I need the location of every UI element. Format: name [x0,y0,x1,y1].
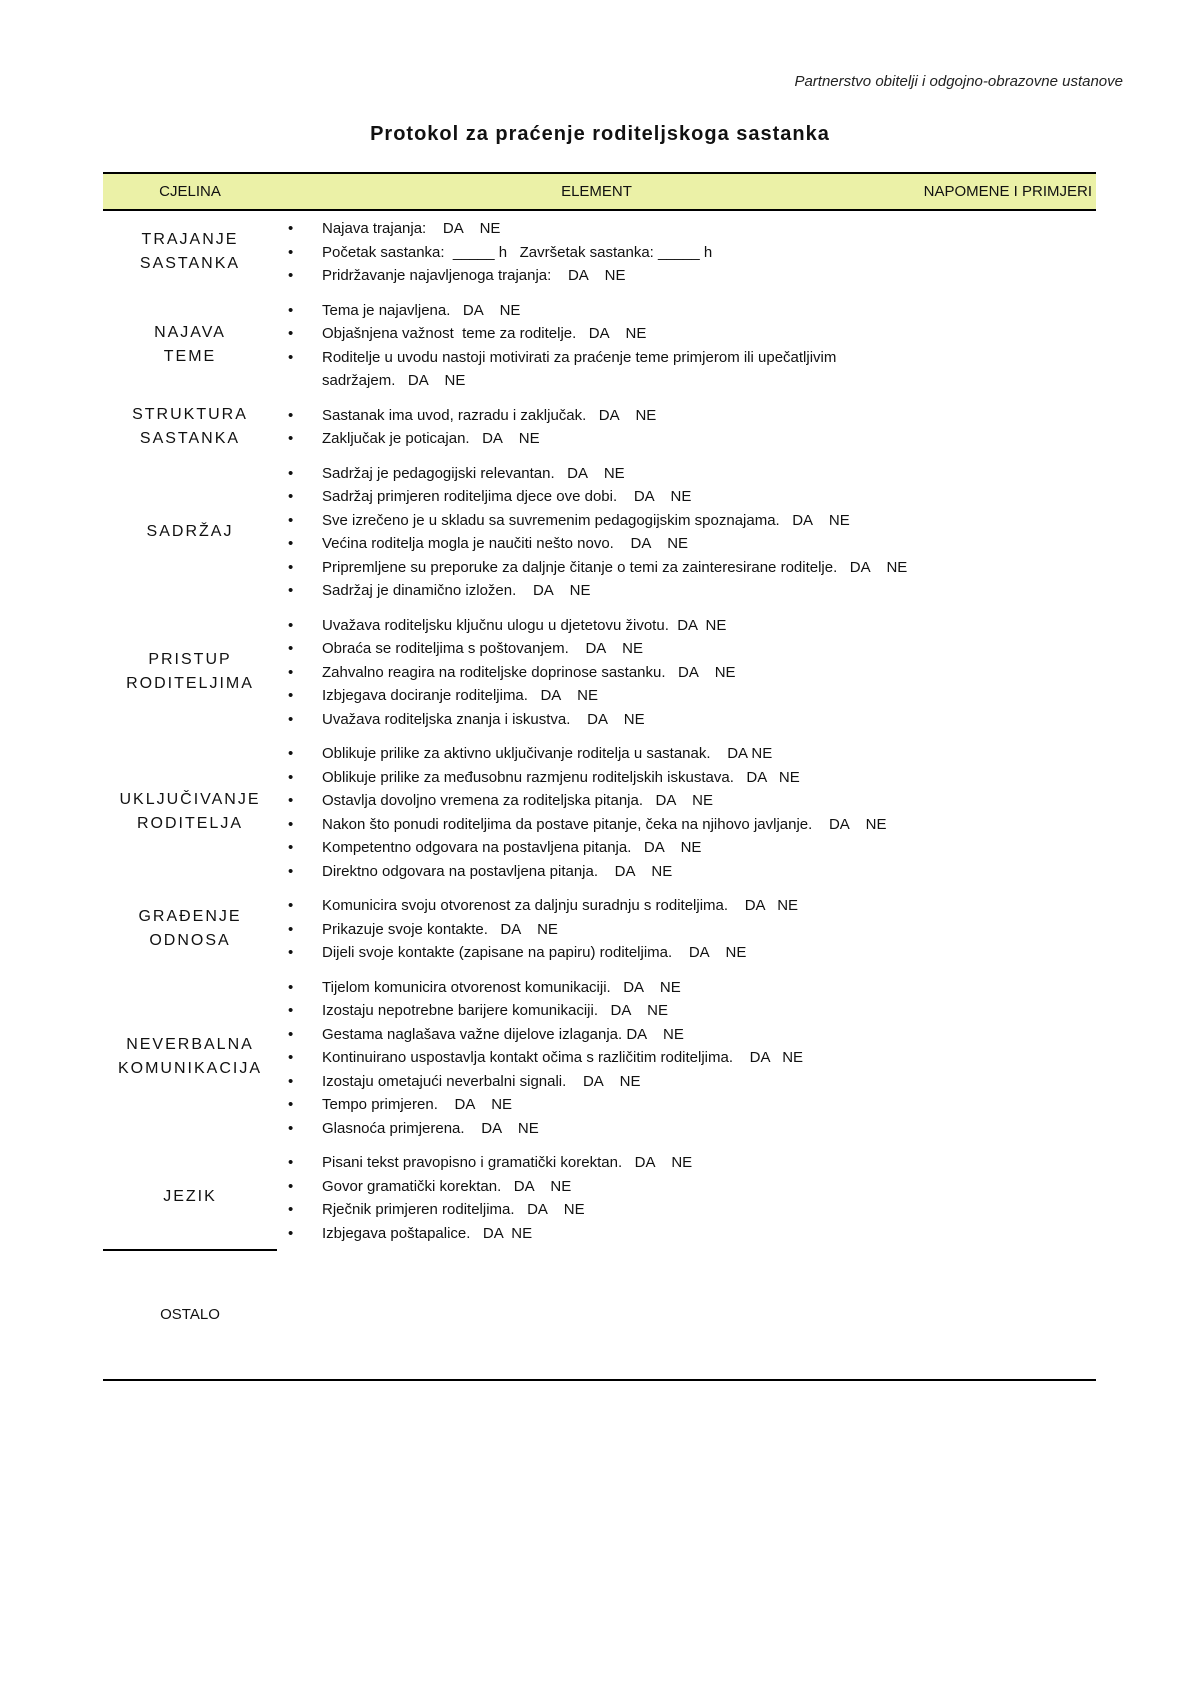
list-item: • Izostaju ometajući neverbalni signali. DA NE [322,1070,916,1094]
element-list [277,299,916,393]
section-name [103,888,277,970]
list-item: • Sastanak ima uvod, razradu i zaključak. DA NE [322,404,916,428]
list-item: • Izostaju nepotrebne barijere komunikaciji. DA NE [322,999,916,1023]
section-elements [277,293,916,398]
section-name [103,736,277,888]
list-item: • Tempo primjeren. DA NE [322,1093,916,1117]
section-elements [277,456,916,608]
notes-cell [916,736,1096,888]
protocol-table [103,172,1096,1381]
element-list [277,404,916,451]
list-item: • Nakon što ponudi roditeljima da postave pitanje, čeka na njihovo javljanje. DA NE [322,813,916,837]
element-list [277,462,916,603]
section-elements [277,970,916,1146]
section-name [103,456,277,608]
notes-cell [916,1145,1096,1250]
notes-cell [916,970,1096,1146]
section-name-ostalo: OSTALO [103,1250,277,1380]
table-row [103,608,1096,737]
table-row [103,736,1096,888]
list-item: • Rječnik primjeren roditeljima. DA NE [322,1198,916,1222]
section-elements [277,1145,916,1250]
section-name-line: TRAJANJE [141,230,239,248]
section-elements [277,736,916,888]
section-name-line: TEME [163,348,217,365]
section-name [103,608,277,737]
section-name [103,970,277,1146]
column-header-cjelina: CJELINA [103,173,277,210]
table-row [103,293,1096,398]
ostalo-elements-cell [277,1250,916,1380]
list-item: • Pripremljene su preporuke za daljnje čitanje o temi za zainteresirane roditelje. DA NE [322,556,916,580]
section-elements [277,210,916,293]
list-item: • Prikazuje svoje kontakte. DA NE [322,918,916,942]
list-item: • Izbjegava poštapalice. DA NE [322,1222,916,1246]
section-name-line: NEVERBALNA [126,1036,254,1054]
section-name [103,1145,277,1250]
section-name-line: SASTANKA [139,429,241,447]
list-item: • Sadržaj primjeren roditeljima djece ove dobi. DA NE [322,485,916,509]
section-name-line: PRISTUP [148,650,232,668]
table-row [103,210,1096,293]
list-item: • Oblikuje prilike za međusobnu razmjenu roditeljskih iskustava. DA NE [322,766,916,790]
list-item: • Tema je najavljena. DA NE [322,299,916,323]
ostalo-notes-cell [916,1250,1096,1380]
list-item: • Govor gramatički korektan. DA NE [322,1175,916,1199]
notes-cell [916,398,1096,456]
table-header-row [103,173,1096,210]
list-item: • Roditelje u uvodu nastoji motivirati za praćenje teme primjerom ili upečatljivim sadržajem. DA NE [322,346,916,393]
list-item: • Ostavlja dovoljno vremena za roditeljska pitanja. DA NE [322,789,916,813]
element-list [277,976,916,1141]
table-row [103,398,1096,456]
notes-cell [916,608,1096,737]
protocol-table-body [103,210,1096,1380]
list-item: • Gestama naglašava važne dijelove izlaganja. DA NE [322,1023,916,1047]
list-item: • Najava trajanja: DA NE [322,217,916,241]
list-item: • Kompetentno odgovara na postavljena pitanja. DA NE [322,836,916,860]
element-list [277,894,916,965]
notes-cell [916,293,1096,398]
list-item: • Uvažava roditeljska znanja i iskustva. DA NE [322,708,916,732]
section-elements [277,888,916,970]
list-item: • Dijeli svoje kontakte (zapisane na papiru) roditeljima. DA NE [322,941,916,965]
element-list [277,742,916,883]
element-list [277,217,916,288]
list-item: • Pisani tekst pravopisno i gramatički korektan. DA NE [322,1151,916,1175]
list-item: • Oblikuje prilike za aktivno uključivanje roditelja u sastanak. DA NE [322,742,916,766]
list-item: • Izbjegava dociranje roditeljima. DA NE [322,684,916,708]
section-elements [277,608,916,737]
section-name-line: NAJAVA [154,324,226,341]
table-row-ostalo [103,1250,1096,1380]
section-name [103,210,277,293]
section-name-line: SADRŽAJ [146,522,234,540]
table-row [103,456,1096,608]
section-name-line: ODNOSA [149,931,231,949]
column-header-element: ELEMENT [277,173,916,210]
document-title: Protokol za praćenje roditeljskoga sastanka [370,123,830,145]
section-name-line: RODITELJIMA [126,674,254,692]
list-item: • Sadržaj je dinamično izložen. DA NE [322,579,916,603]
section-name [103,293,277,398]
list-item: • Direktno odgovara na postavljena pitanja. DA NE [322,860,916,884]
list-item: • Uvažava roditeljsku ključnu ulogu u djetetovu životu. DA NE [322,614,916,638]
section-name-line: KOMUNIKACIJA [117,1060,262,1078]
list-item: • Tijelom komunicira otvorenost komunikaciji. DA NE [322,976,916,1000]
list-item: • Zaključak je poticajan. DA NE [322,427,916,451]
notes-cell [916,210,1096,293]
section-name [103,398,277,456]
list-item: • Pridržavanje najavljenoga trajanja: DA NE [322,264,916,288]
table-row [103,970,1096,1146]
notes-cell [916,888,1096,970]
table-row [103,1145,1096,1250]
section-name-line: UKLJUČIVANJE [119,791,261,808]
element-list [277,1151,916,1245]
list-item: • Većina roditelja mogla je naučiti nešto novo. DA NE [322,532,916,556]
list-item: • Sve izrečeno je u skladu sa suvremenim pedagogijskim spoznajama. DA NE [322,509,916,533]
section-name-line: STRUKTURA [132,405,248,423]
list-item: • Komunicira svoju otvorenost za daljnju suradnju s roditeljima. DA NE [322,894,916,918]
section-elements [277,398,916,456]
notes-cell [916,456,1096,608]
running-header: Partnerstvo obitelji i odgojno-obrazovne ustanove [794,73,1123,90]
table-row [103,888,1096,970]
list-item: • Objašnjena važnost teme za roditelje. DA NE [322,322,916,346]
section-name-line: SASTANKA [139,254,241,272]
section-name-line: JEZIK [163,1188,217,1205]
list-item: • Obraća se roditeljima s poštovanjem. DA NE [322,637,916,661]
list-item: • Sadržaj je pedagogijski relevantan. DA NE [322,462,916,486]
list-item: • Početak sastanka: _____ h Završetak sastanka: _____ h [322,241,916,265]
list-item: • Kontinuirano uspostavlja kontakt očima s različitim roditeljima. DA NE [322,1046,916,1070]
column-header-napomene: NAPOMENE I PRIMJERI [916,173,1096,210]
list-item: • Glasnoća primjerena. DA NE [322,1117,916,1141]
section-name-line: RODITELJA [136,815,243,832]
section-name-line: GRAĐENJE [138,907,242,925]
element-list [277,614,916,732]
list-item: • Zahvalno reagira na roditeljske doprinose sastanku. DA NE [322,661,916,685]
